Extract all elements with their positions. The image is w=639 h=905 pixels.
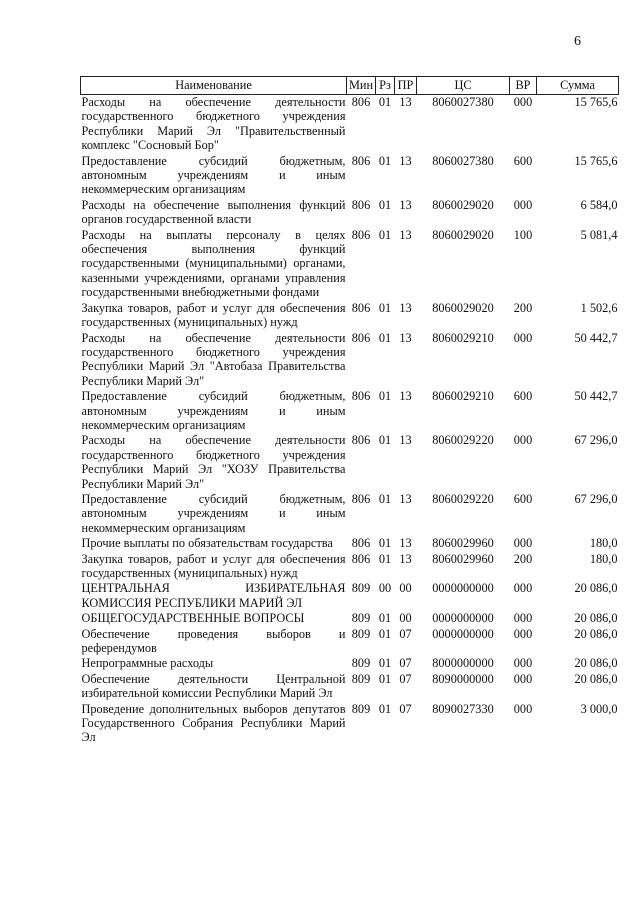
- table-row: [81, 535, 619, 550]
- cell-cs: 8060029020: [432, 300, 494, 315]
- cell-sum: 5 081,4: [580, 227, 618, 242]
- cell-name: ОБЩЕГОСУДАРСТВЕННЫЕ ВОПРОСЫ: [81, 611, 305, 626]
- cell-sum: 180,0: [589, 536, 618, 551]
- cell-rz: 01: [378, 300, 392, 315]
- page-number: 6: [574, 34, 581, 49]
- cell-vr: 000: [513, 330, 533, 345]
- cell-name: Обеспечение деятельности Центральной избирательной комиссии Республики Марий Эл: [81, 671, 346, 701]
- cell-min: 809: [351, 656, 371, 671]
- cell-name: Расходы на обеспечение деятельности государственного бюджетного учреждения Республики Марий Эл "Автобаза Правительства Республики Марий Эл": [81, 330, 346, 388]
- table-row: [81, 300, 619, 330]
- cell-vr: 200: [513, 300, 533, 315]
- cell-pr: 13: [399, 433, 412, 448]
- cell-pr: 00: [399, 611, 412, 626]
- cell-min: 806: [351, 536, 371, 551]
- cell-sum: 20 086,0: [574, 626, 618, 641]
- cell-sum: 67 296,0: [574, 491, 618, 506]
- cell-min: 809: [351, 701, 371, 716]
- cell-sum: 1 502,6: [580, 300, 618, 315]
- cell-sum: 20 086,0: [574, 581, 618, 596]
- table-row: [81, 610, 619, 625]
- cell-vr: 000: [513, 536, 533, 551]
- cell-vr: 000: [513, 626, 533, 641]
- cell-name: Закупка товаров, работ и услуг для обеспечения государственных (муниципальных) нужд: [81, 551, 346, 580]
- cell-sum: 20 086,0: [574, 671, 618, 686]
- cell-pr: 13: [399, 389, 412, 404]
- cell-rz: 01: [378, 551, 392, 566]
- cell-min: 809: [351, 581, 371, 596]
- cell-vr: 000: [513, 581, 533, 596]
- cell-min: 806: [351, 330, 371, 345]
- header-min: Мин: [347, 77, 376, 95]
- cell-pr: 07: [399, 671, 412, 686]
- cell-vr: 600: [513, 491, 533, 506]
- header-cs: ЦС: [417, 77, 510, 95]
- cell-vr: 000: [513, 95, 533, 109]
- cell-rz: 01: [378, 701, 392, 716]
- cell-rz: 01: [378, 536, 392, 551]
- cell-name: Предоставление субсидий бюджетным, автономным учреждениям и иным некоммерческим организациям: [81, 491, 346, 535]
- cell-name: Проведение дополнительных выборов депутатов Государственного Собрания Республики Марий Эл: [81, 701, 346, 745]
- cell-pr: 07: [399, 701, 412, 716]
- cell-rz: 01: [378, 330, 392, 345]
- cell-rz: 01: [378, 95, 392, 109]
- cell-min: 806: [351, 389, 371, 404]
- header-pr: ПР: [395, 77, 417, 95]
- cell-cs: 8060029960: [432, 536, 494, 551]
- cell-pr: 13: [399, 330, 412, 345]
- cell-cs: 8090027330: [432, 701, 494, 716]
- cell-min: 806: [351, 551, 371, 566]
- cell-pr: 13: [399, 536, 412, 551]
- cell-min: 809: [351, 671, 371, 686]
- cell-vr: 600: [513, 153, 533, 168]
- cell-sum: 3 000,0: [580, 701, 618, 716]
- table-row: [81, 491, 619, 535]
- cell-min: 806: [351, 491, 371, 506]
- budget-table: [80, 76, 619, 745]
- cell-vr: 000: [513, 701, 533, 716]
- cell-vr: 000: [513, 656, 533, 671]
- cell-min: 806: [351, 433, 371, 448]
- cell-rz: 01: [378, 433, 392, 448]
- cell-cs: 8000000000: [432, 656, 494, 671]
- cell-rz: 01: [378, 626, 392, 641]
- cell-cs: 8060029020: [432, 197, 494, 212]
- table-row: [81, 580, 619, 610]
- cell-rz: 00: [378, 581, 392, 596]
- cell-name: Непрограммные расходы: [81, 656, 214, 671]
- cell-vr: 000: [513, 197, 533, 212]
- cell-pr: 13: [399, 551, 412, 566]
- cell-pr: 13: [399, 153, 412, 168]
- cell-name: Обеспечение проведения выборов и референдумов: [81, 626, 346, 656]
- cell-min: 809: [351, 626, 371, 641]
- table-row: [81, 701, 619, 745]
- cell-rz: 01: [378, 153, 392, 168]
- cell-rz: 01: [378, 227, 392, 242]
- cell-rz: 01: [378, 197, 392, 212]
- cell-cs: 8060029020: [432, 227, 494, 242]
- cell-min: 806: [351, 197, 371, 212]
- cell-cs: 8060027380: [432, 153, 494, 168]
- header-name: Наименование: [81, 77, 347, 95]
- header-sum: Сумма: [537, 77, 619, 95]
- cell-min: 806: [351, 227, 371, 242]
- cell-name: ЦЕНТРАЛЬНАЯ ИЗБИРАТЕЛЬНАЯ КОМИССИЯ РЕСПУБЛИКИ МАРИЙ ЭЛ: [81, 581, 346, 610]
- cell-vr: 600: [513, 389, 533, 404]
- cell-name: Предоставление субсидий бюджетным, автономным учреждениям и иным некоммерческим организациям: [81, 389, 346, 432]
- cell-vr: 200: [513, 551, 533, 566]
- cell-cs: 0000000000: [432, 611, 494, 626]
- cell-name: Прочие выплаты по обязательствам государства: [81, 536, 333, 551]
- cell-name: Предоставление субсидий бюджетным, автономным учреждениям и иным некоммерческим организациям: [81, 153, 346, 197]
- cell-sum: 6 584,0: [580, 197, 618, 212]
- header-vr: ВР: [510, 77, 537, 95]
- cell-pr: 00: [399, 581, 412, 596]
- cell-pr: 13: [399, 491, 412, 506]
- cell-sum: 67 296,0: [574, 433, 618, 448]
- cell-min: 809: [351, 611, 371, 626]
- cell-pr: 13: [399, 197, 412, 212]
- header-rz: Рз: [376, 77, 395, 95]
- table-row: [81, 655, 619, 670]
- cell-vr: 000: [513, 433, 533, 448]
- cell-rz: 01: [378, 491, 392, 506]
- cell-pr: 13: [399, 95, 412, 109]
- cell-cs: 8060029210: [432, 330, 494, 345]
- cell-cs: 8060029220: [432, 433, 494, 448]
- cell-rz: 01: [378, 389, 392, 404]
- cell-pr: 13: [399, 227, 412, 242]
- table-header-row: [81, 77, 619, 95]
- cell-min: 806: [351, 153, 371, 168]
- cell-sum: 50 442,7: [574, 389, 618, 404]
- cell-cs: 8090000000: [432, 671, 494, 686]
- cell-name: Расходы на выплаты персоналу в целях обеспечения выполнения функций государственными (муниципальными) органами, казенными учреждениями, органами управления государственными внебюджетными фондами: [81, 227, 346, 300]
- cell-sum: 50 442,7: [574, 330, 618, 345]
- cell-cs: 8060029220: [432, 491, 494, 506]
- cell-sum: 20 086,0: [574, 611, 618, 626]
- cell-sum: 15 765,6: [574, 95, 618, 109]
- cell-pr: 07: [399, 626, 412, 641]
- cell-cs: 8060029210: [432, 389, 494, 404]
- table-row: [81, 551, 619, 581]
- cell-rz: 01: [378, 671, 392, 686]
- cell-cs: 8060029960: [432, 551, 494, 566]
- table-row: [81, 432, 619, 491]
- cell-cs: 8060027380: [432, 95, 494, 109]
- table-row: [81, 330, 619, 389]
- cell-name: Расходы на обеспечение выполнения функций органов государственной власти: [81, 197, 346, 227]
- cell-min: 806: [351, 300, 371, 315]
- cell-vr: 100: [513, 227, 533, 242]
- table-row: [81, 626, 619, 656]
- table-row: [81, 227, 619, 300]
- table-row: [81, 388, 619, 432]
- cell-min: 806: [351, 95, 371, 109]
- cell-cs: 0000000000: [432, 626, 494, 641]
- cell-sum: 20 086,0: [574, 656, 618, 671]
- table-row: [81, 197, 619, 227]
- cell-vr: 000: [513, 611, 533, 626]
- cell-sum: 180,0: [589, 551, 618, 566]
- cell-name: Расходы на обеспечение деятельности государственного бюджетного учреждения Республики Марий Эл "Правительственный комплекс "Сосновый Бор": [81, 95, 346, 153]
- cell-rz: 01: [378, 656, 392, 671]
- table-row: [81, 153, 619, 197]
- cell-rz: 01: [378, 611, 392, 626]
- cell-name: Расходы на обеспечение деятельности государственного бюджетного учреждения Республики Марий Эл "ХОЗУ Правительства Республики Марий Эл": [81, 433, 346, 491]
- cell-pr: 13: [399, 300, 412, 315]
- cell-sum: 15 765,6: [574, 153, 618, 168]
- cell-pr: 07: [399, 656, 412, 671]
- cell-vr: 000: [513, 671, 533, 686]
- cell-name: Закупка товаров, работ и услуг для обеспечения государственных (муниципальных) нужд: [81, 300, 346, 330]
- cell-cs: 0000000000: [432, 581, 494, 596]
- table-row: [81, 95, 619, 153]
- table-row: [81, 671, 619, 701]
